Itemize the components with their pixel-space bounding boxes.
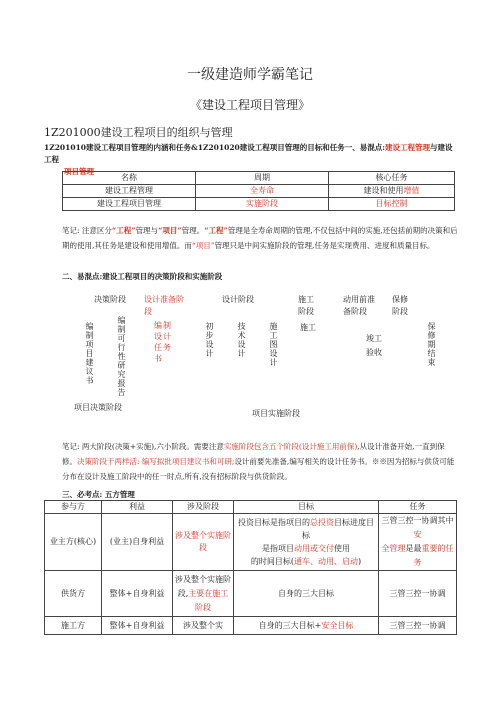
heading-3: 三、必考点: 五方管理 <box>62 490 135 499</box>
task-red: 重要的任务 <box>413 544 454 567</box>
table-cell <box>329 185 455 198</box>
task-red: 增值 <box>403 186 420 195</box>
note-text: 设计前要先准备,编写相关的设计任务书。※※因为招标与供货可能分布在设计及施工阶段中的任一时点,所有,没有招标阶段与供货阶段。 <box>62 457 455 481</box>
task-text: 建设和使用 <box>363 186 404 195</box>
diagram-item-construction-drawing: 施工图设计 <box>269 322 278 367</box>
diagram-label-implementation: 项目实施阶段 <box>252 409 300 418</box>
section-prefix: 1Z201010建设工程项目管理的内涵和任务&1Z201020建设工程项目管理的目标和任务一、易混点: <box>44 143 386 152</box>
table-cell: 自身的三大目标 <box>234 571 379 617</box>
goal-text: 是指项目 <box>262 544 294 553</box>
goal-text: 自身的三大目标+ <box>258 620 322 630</box>
table-cell: 整体+自身利益 <box>102 571 173 617</box>
diagram-prep-stage: 设计准备阶段 <box>144 295 184 316</box>
table-row <box>45 571 457 617</box>
table-header-row <box>45 501 457 514</box>
table-header-cell: 参与方 <box>45 501 102 514</box>
note-emph: “项目” <box>158 226 182 235</box>
table-header-cell: 任务 <box>379 501 457 514</box>
note-text: 管理只是中间实施阶段的管理,任务是实现费用、进度和质量目标。 <box>214 241 435 250</box>
note-red: 决策阶段干两样活: 编写拟批项目建议书和可研; <box>77 457 235 466</box>
diagram-decision-stage: 决策阶段 <box>94 295 126 304</box>
goal-red: 总投资 <box>310 518 334 527</box>
table-header-cell: 名称 <box>63 172 196 185</box>
stage-red: 主要在施工阶段 <box>188 588 229 612</box>
table-cell: 整体+自身利益 <box>102 617 173 635</box>
note-text: 管理是全寿命周期的管理,不仅包括中间的实施,还包括前期的决策和后期的使用,其任务是建设和使用增值。而 <box>62 226 458 250</box>
table-cell <box>234 617 379 635</box>
table-header-cell: 周期 <box>196 172 329 185</box>
diagram-label-decision: 项目决策阶段 <box>74 403 122 412</box>
diagram-item-completion: 竣工验收 <box>366 334 382 357</box>
table-row <box>63 198 455 211</box>
table-cell: 施工方 <box>45 617 102 635</box>
note-text: ,从设计准备开始,一直到保修。 <box>62 442 445 466</box>
task-text: 三管三控一协调其中 <box>381 516 454 525</box>
table-cell: 全寿命 <box>196 185 329 198</box>
section-red1: 建设工程管理 <box>385 143 431 152</box>
note-text: 管理。 <box>181 226 205 235</box>
table-cell: 实施阶段 <box>196 198 329 211</box>
goal-red: 安全目标 <box>321 620 354 630</box>
table-cell <box>379 514 457 571</box>
table-cell: 目标控制 <box>329 198 455 211</box>
note-text: 笔记: 注意区分 <box>62 226 112 235</box>
goal-text: 使用 <box>334 544 350 553</box>
table-cell: (业主)自身利益 <box>102 514 173 571</box>
goal-red: 通车、动用、启动 <box>294 557 358 566</box>
diagram-precheck-stage: 动用前准备阶段 <box>343 295 375 316</box>
note-emph: “项目” <box>191 241 215 250</box>
diagram-warranty-stage: 保修阶段 <box>392 295 408 316</box>
note-text: 笔记: 两大阶段(决策+实施),六小阶段。需要注意 <box>62 442 224 451</box>
note-emph: “工程” <box>204 226 228 235</box>
heading-2: 二、易混点:建设工程项目的决策阶段和实施阶段 <box>62 272 223 281</box>
goal-text: 投资目标是指项目的 <box>238 518 310 527</box>
diagram-item-warranty-end: 保修期结束 <box>427 322 436 367</box>
section-red2: 项目管理 <box>64 167 94 176</box>
note-text: 管理与 <box>135 226 159 235</box>
table-header-row <box>63 172 455 185</box>
diagram-construction-stage: 施工阶段 <box>298 295 314 316</box>
diagram-item-feasibility: 编制可行性研究报告 <box>117 316 126 397</box>
table-cell <box>234 514 379 571</box>
diagram-design-stage: 设计阶段 <box>222 295 254 304</box>
goal-text: ) <box>358 557 362 566</box>
note-emph: “工程” <box>111 226 136 235</box>
table-row <box>63 185 455 198</box>
page-title: 一级建造师学霸笔记 <box>187 67 313 83</box>
diagram-item-proposal: 编制项目建议书 <box>85 322 94 385</box>
table-row <box>45 514 457 571</box>
table-cell: 供货方 <box>45 571 102 617</box>
table-cell: 涉及整个实施阶段 <box>173 514 234 571</box>
task-red: 全管理 <box>381 544 406 553</box>
diagram-item-construction: 施工 <box>300 323 316 332</box>
table-header-cell: 涉及阶段 <box>173 501 234 514</box>
table-five-parties <box>44 500 457 635</box>
table-cell: 三管三控一协调 <box>379 571 457 617</box>
table-row <box>45 617 457 635</box>
table-header-cell: 核心任务 <box>329 172 455 185</box>
table-cell <box>173 571 234 617</box>
goal-red: 动用或交付 <box>294 544 334 553</box>
chapter-heading: 1Z201000建设工程项目的组织与管理 <box>44 126 233 139</box>
table-header-cell: 利益 <box>102 501 173 514</box>
table-cell: 业主方(核心) <box>45 514 102 571</box>
table-cell: 建设工程项目管理 <box>63 198 196 211</box>
section-mid: 与建设工程 <box>44 143 453 164</box>
page-subtitle: 《建设工程项目管理》 <box>189 98 310 112</box>
goal-text: 的时间目标( <box>250 557 294 566</box>
task-text: 是最 <box>405 544 422 553</box>
table-cell: 三管三控一协调 <box>379 617 457 635</box>
task-red: 安 <box>413 530 422 539</box>
diagram-item-task-book: 编制设计任务书 <box>154 321 172 363</box>
diagram-item-preliminary: 初步设计 <box>205 322 214 358</box>
table-cell: 涉及整个实 <box>173 617 234 635</box>
note-1 <box>62 223 458 253</box>
note-2 <box>62 439 458 484</box>
note-red: 实施阶段包含五个阶段(设计施工用前保) <box>223 442 358 451</box>
goal-text: 目标进度目标 <box>302 518 374 540</box>
table-header-cell: 目标 <box>234 501 379 514</box>
table-cell: 建设工程管理 <box>63 185 196 198</box>
stage-text: 涉及整个实施阶段, <box>175 574 231 598</box>
diagram-item-technical: 技术设计 <box>237 322 246 358</box>
table-management-comparison <box>62 171 455 211</box>
